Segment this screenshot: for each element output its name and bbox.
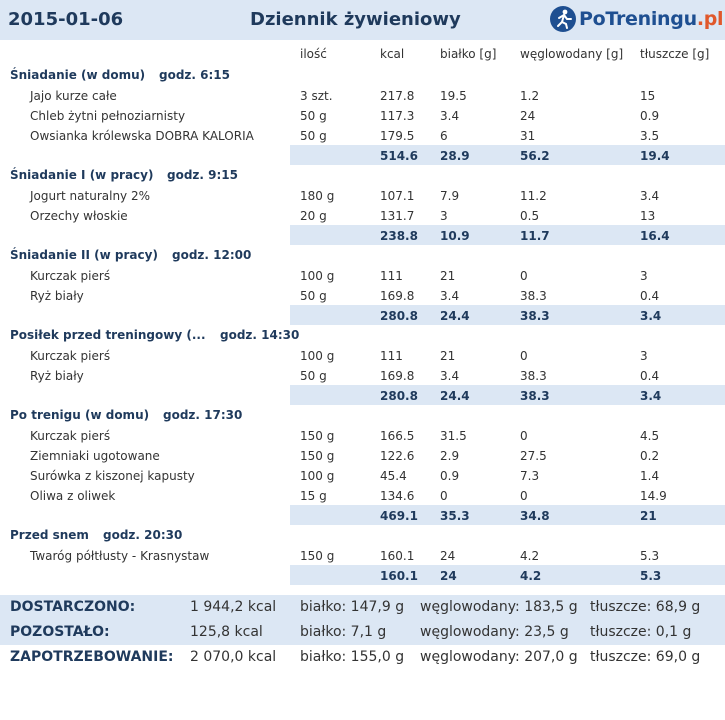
- food-name: Kurczak pierś: [30, 429, 111, 443]
- col-carbs: węglowodany [g]: [520, 47, 624, 61]
- food-kcal: 111: [380, 349, 403, 363]
- food-carbs: 1.2: [520, 89, 540, 103]
- food-qty: 50 g: [300, 129, 327, 143]
- summary-kcal: 1 944,2 kcal: [190, 599, 277, 615]
- food-fat: 0.4: [640, 289, 660, 303]
- food-protein: 6: [440, 129, 448, 143]
- food-qty: 100 g: [300, 349, 335, 363]
- food-name: Jogurt naturalny 2%: [30, 189, 151, 203]
- food-protein: 7.9: [440, 189, 460, 203]
- diary-date: 2015-01-06: [8, 9, 124, 30]
- food-protein: 2.9: [440, 449, 460, 463]
- food-row: [0, 425, 725, 445]
- food-carbs: 0: [520, 429, 528, 443]
- total-fat: 5.3: [640, 569, 662, 583]
- food-kcal: 131.7: [380, 209, 415, 223]
- total-band: [290, 505, 725, 525]
- food-fat: 3.4: [640, 189, 660, 203]
- total-kcal: 238.8: [380, 229, 418, 243]
- summary-requirement: [0, 645, 725, 670]
- meal-total-row: [0, 145, 725, 165]
- food-qty: 50 g: [300, 289, 327, 303]
- food-fat: 3: [640, 269, 648, 283]
- food-protein: 21: [440, 349, 456, 363]
- meals-table: [0, 65, 725, 585]
- summary-fat: tłuszcze: 0,1 g: [590, 624, 692, 640]
- food-row: [0, 365, 725, 385]
- meal-header: [0, 325, 725, 345]
- meal-name: Śniadanie I (w pracy): [10, 168, 154, 182]
- food-name: Jajo kurze całe: [30, 89, 117, 103]
- food-row: [0, 105, 725, 125]
- column-headers: [0, 47, 725, 65]
- food-fat: 0.2: [640, 449, 660, 463]
- food-row: [0, 445, 725, 465]
- food-kcal: 169.8: [380, 369, 415, 383]
- food-kcal: 166.5: [380, 429, 415, 443]
- total-protein: 28.9: [440, 149, 470, 163]
- food-protein: 3.4: [440, 109, 460, 123]
- food-row: [0, 465, 725, 485]
- total-fat: 16.4: [640, 229, 670, 243]
- summary-label: ZAPOTRZEBOWANIE:: [10, 649, 174, 665]
- total-fat: 3.4: [640, 309, 662, 323]
- meal-time: godz. 20:30: [103, 528, 183, 542]
- meal-time: godz. 17:30: [163, 408, 243, 422]
- total-carbs: 38.3: [520, 309, 550, 323]
- food-row: [0, 485, 725, 505]
- food-fat: 3.5: [640, 129, 660, 143]
- meal-time: godz. 12:00: [172, 248, 252, 262]
- logo-tld: .pl: [696, 8, 724, 30]
- meal-header: [0, 165, 725, 185]
- food-name: Kurczak pierś: [30, 269, 111, 283]
- meal-total-row: [0, 505, 725, 525]
- summary-fat: tłuszcze: 69,0 g: [590, 649, 701, 665]
- food-name: Owsianka królewska DOBRA KALORIA: [30, 129, 254, 143]
- summary-carbs: węglowodany: 207,0 g: [420, 649, 578, 665]
- food-name: Ziemniaki ugotowane: [30, 449, 160, 463]
- food-protein: 3: [440, 209, 448, 223]
- meal-total-row: [0, 565, 725, 585]
- meal-header: [0, 65, 725, 85]
- food-qty: 150 g: [300, 549, 335, 563]
- food-protein: 21: [440, 269, 456, 283]
- total-fat: 21: [640, 509, 657, 523]
- summary-kcal: 2 070,0 kcal: [190, 649, 277, 665]
- total-carbs: 4.2: [520, 569, 542, 583]
- food-fat: 4.5: [640, 429, 660, 443]
- food-protein: 24: [440, 549, 456, 563]
- food-qty: 100 g: [300, 469, 335, 483]
- food-carbs: 0: [520, 349, 528, 363]
- food-carbs: 0: [520, 489, 528, 503]
- food-carbs: 11.2: [520, 189, 547, 203]
- col-protein: białko [g]: [440, 47, 497, 61]
- meal-header: [0, 245, 725, 265]
- food-fat: 15: [640, 89, 656, 103]
- summary-remaining: [0, 620, 725, 645]
- food-kcal: 217.8: [380, 89, 415, 103]
- summary-carbs: węglowodany: 183,5 g: [420, 599, 578, 615]
- food-kcal: 117.3: [380, 109, 415, 123]
- meal-header: [0, 405, 725, 425]
- summary-label: DOSTARCZONO:: [10, 599, 136, 615]
- food-carbs: 38.3: [520, 369, 547, 383]
- meal-name: Śniadanie (w domu): [10, 68, 146, 82]
- food-fat: 3: [640, 349, 648, 363]
- food-carbs: 24: [520, 109, 536, 123]
- food-kcal: 122.6: [380, 449, 415, 463]
- food-carbs: 38.3: [520, 289, 547, 303]
- total-kcal: 469.1: [380, 509, 418, 523]
- food-name: Orzechy włoskie: [30, 209, 128, 223]
- food-row: [0, 285, 725, 305]
- summary-delivered: [0, 595, 725, 620]
- total-carbs: 34.8: [520, 509, 550, 523]
- meal-total-row: [0, 305, 725, 325]
- food-row: [0, 85, 725, 105]
- logo-main: PoTreningu: [579, 8, 697, 30]
- meal-name: Przed snem: [10, 528, 89, 542]
- col-qty: ilość: [300, 47, 327, 61]
- food-fat: 5.3: [640, 549, 660, 563]
- food-qty: 50 g: [300, 109, 327, 123]
- summary-fat: tłuszcze: 68,9 g: [590, 599, 701, 615]
- food-row: [0, 265, 725, 285]
- food-fat: 0.4: [640, 369, 660, 383]
- col-kcal: kcal: [380, 47, 405, 61]
- food-protein: 0: [440, 489, 448, 503]
- food-qty: 50 g: [300, 369, 327, 383]
- food-kcal: 111: [380, 269, 403, 283]
- total-kcal: 280.8: [380, 309, 418, 323]
- total-protein: 24.4: [440, 389, 470, 403]
- summary-protein: białko: 7,1 g: [300, 624, 387, 640]
- summary-label: POZOSTAŁO:: [10, 624, 110, 640]
- food-kcal: 169.8: [380, 289, 415, 303]
- logo-text: [579, 8, 723, 30]
- food-fat: 0.9: [640, 109, 660, 123]
- total-protein: 24.4: [440, 309, 470, 323]
- food-name: Twaróg półtłusty - Krasnystaw: [30, 549, 210, 563]
- food-carbs: 0.5: [520, 209, 540, 223]
- page-title: Dziennik żywieniowy: [250, 9, 461, 30]
- food-protein: 19.5: [440, 89, 467, 103]
- food-qty: 180 g: [300, 189, 335, 203]
- summary-protein: białko: 155,0 g: [300, 649, 405, 665]
- food-qty: 20 g: [300, 209, 327, 223]
- meal-name: Śniadanie II (w pracy): [10, 248, 158, 262]
- food-fat: 14.9: [640, 489, 667, 503]
- food-fat: 1.4: [640, 469, 660, 483]
- potreningu-logo[interactable]: [550, 4, 723, 34]
- meal-time: godz. 9:15: [167, 168, 238, 182]
- food-carbs: 7.3: [520, 469, 540, 483]
- total-kcal: 160.1: [380, 569, 418, 583]
- food-name: Chleb żytni pełnoziarnisty: [30, 109, 186, 123]
- food-row: [0, 205, 725, 225]
- food-carbs: 4.2: [520, 549, 540, 563]
- food-carbs: 27.5: [520, 449, 547, 463]
- meal-name: Po trenigu (w domu): [10, 408, 150, 422]
- food-name: Ryż biały: [30, 289, 84, 303]
- col-fat: tłuszcze [g]: [640, 47, 710, 61]
- food-qty: 100 g: [300, 269, 335, 283]
- food-kcal: 179.5: [380, 129, 415, 143]
- meal-total-row: [0, 385, 725, 405]
- food-kcal: 134.6: [380, 489, 415, 503]
- summary-kcal: 125,8 kcal: [190, 624, 263, 640]
- meal-header: [0, 525, 725, 545]
- total-kcal: 280.8: [380, 389, 418, 403]
- food-qty: 150 g: [300, 429, 335, 443]
- food-row: [0, 185, 725, 205]
- total-carbs: 56.2: [520, 149, 550, 163]
- food-name: Kurczak pierś: [30, 349, 111, 363]
- food-name: Ryż biały: [30, 369, 84, 383]
- total-protein: 35.3: [440, 509, 470, 523]
- meal-name: Posiłek przed treningowy (...: [10, 328, 206, 342]
- meal-time: godz. 14:30: [220, 328, 300, 342]
- food-name: Oliwa z oliwek: [30, 489, 116, 503]
- page-header: [0, 0, 725, 40]
- food-carbs: 31: [520, 129, 536, 143]
- food-protein: 0.9: [440, 469, 460, 483]
- runner-icon: [550, 6, 576, 32]
- food-kcal: 160.1: [380, 549, 415, 563]
- food-protein: 3.4: [440, 289, 460, 303]
- total-protein: 10.9: [440, 229, 470, 243]
- food-qty: 150 g: [300, 449, 335, 463]
- food-protein: 31.5: [440, 429, 467, 443]
- food-qty: 15 g: [300, 489, 327, 503]
- summary-protein: białko: 147,9 g: [300, 599, 405, 615]
- food-fat: 13: [640, 209, 656, 223]
- food-row: [0, 345, 725, 365]
- total-protein: 24: [440, 569, 457, 583]
- food-row: [0, 125, 725, 145]
- food-carbs: 0: [520, 269, 528, 283]
- total-fat: 3.4: [640, 389, 662, 403]
- total-carbs: 38.3: [520, 389, 550, 403]
- meal-time: godz. 6:15: [159, 68, 230, 82]
- food-row: [0, 545, 725, 565]
- total-fat: 19.4: [640, 149, 670, 163]
- meal-total-row: [0, 225, 725, 245]
- food-qty: 3 szt.: [300, 89, 333, 103]
- food-kcal: 107.1: [380, 189, 415, 203]
- total-kcal: 514.6: [380, 149, 418, 163]
- food-kcal: 45.4: [380, 469, 407, 483]
- food-name: Surówka z kiszonej kapusty: [30, 469, 195, 483]
- summary-carbs: węglowodany: 23,5 g: [420, 624, 569, 640]
- food-protein: 3.4: [440, 369, 460, 383]
- total-carbs: 11.7: [520, 229, 550, 243]
